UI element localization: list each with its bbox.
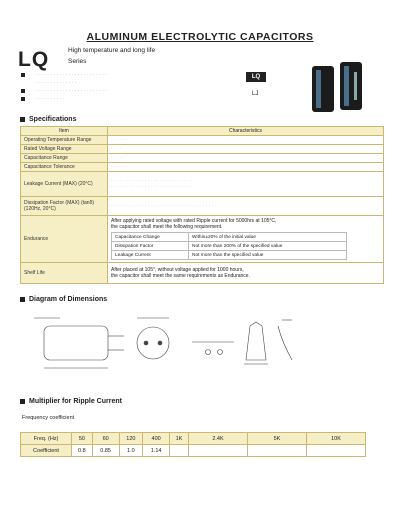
table-row: Endurance After applying rated voltage with rated Ripple current for 5000hrs at 105°C, the capacitor shall meet the following requirement. Capacitance Change Within±20% of the initial value Dissipation Factor Not more than 200% of the specified value Leakage Current Not more than the specified value — [21, 216, 384, 263]
feature-bullet: · · · · · · · · · · · · · · · · · · · · · · · · — [21, 87, 107, 95]
subtitle-line2: Series — [68, 58, 87, 65]
coef-cell: 1.0 — [119, 445, 143, 457]
table-row: Operating Temperature Range · · · · · · — [21, 136, 384, 145]
freq-cell: 1K — [169, 433, 188, 445]
feature-bullet: · · · · · · · · · · · · · · · · · · · · · · · · — [21, 71, 107, 79]
coef-cell — [169, 445, 188, 457]
freq-cell: 400 — [143, 433, 170, 445]
table-row: Capacitance Change Within±20% of the initial value — [112, 233, 347, 242]
feature-list — [21, 71, 107, 103]
ripple-heading: Multiplier for Ripple Current — [20, 398, 122, 405]
series-badge-sub: LJ — [252, 91, 259, 97]
table-row: Capacitance Tolerance · · · · · — [21, 163, 384, 172]
series-badge: LQ — [246, 72, 266, 82]
freq-cell: 50 — [72, 433, 93, 445]
freq-cell: 60 — [92, 433, 119, 445]
specifications-table — [20, 126, 384, 284]
endurance-line2: the capacitor shall meet the following requirement. — [111, 224, 223, 230]
table-row: Dissipation Factor Not more than 200% of the specified value — [112, 242, 347, 251]
ripple-subheading: Frequency coefficient — [22, 415, 75, 421]
table-row: Shelf Life After placed at 105°, without voltage applied for 1000 hours, the capacitor shall meet the same requirements as Endurance. — [21, 263, 384, 284]
table-row: Dissipation Factor (MAX) (tanδ) (120Hz, 20°C) · · · · · · · · · · · · · · · · · · · · · · · · · · · · · · · · · · · — [21, 197, 384, 216]
table-row: Leakage Current Not more than the specified value — [112, 251, 347, 260]
col-item-header: Item — [21, 127, 108, 136]
dimensions-heading: Diagram of Dimensions — [20, 296, 107, 303]
coef-cell — [189, 445, 248, 457]
table-row: Leakage Current (MAX) (20°C) · · · · · · · · · · · · · · · · · · · · · · · · · · · · · · · · · · · · · · · · · · · · · · · · · · · · · · — [21, 172, 384, 197]
coef-label: Coefficient — [21, 445, 72, 457]
freq-label: Freq. (Hz) — [21, 433, 72, 445]
series-subtitle — [68, 45, 155, 67]
col-char-header: Characteristics — [108, 127, 384, 136]
table-row: Capacitance Range · · · · · — [21, 154, 384, 163]
page-title: ALUMINUM ELECTROLYTIC CAPACITORS — [86, 31, 314, 43]
specifications-heading: Specifications — [20, 116, 76, 123]
freq-row — [21, 433, 366, 445]
shelf-line2: the capacitor shall meet the same requirements as Endurance. — [111, 273, 250, 279]
freq-cell: 120 — [119, 433, 143, 445]
coef-cell — [248, 445, 307, 457]
subtitle-line1: High temperature and long life — [68, 47, 156, 54]
feature-bullet: · · · · · · · · · · · · · · — [35, 80, 77, 86]
coef-cell: 0.85 — [92, 445, 119, 457]
ripple-table — [20, 432, 366, 457]
endurance-table — [111, 232, 347, 260]
capacitor-photo — [304, 60, 380, 118]
dimension-diagram — [20, 312, 320, 378]
freq-cell: 5K — [248, 433, 307, 445]
table-row: Rated Voltage Range · · · · — [21, 145, 384, 154]
coef-row — [21, 445, 366, 457]
shelf-line1: After placed at 105°, without voltage applied for 1000 hours, — [111, 267, 244, 273]
coef-cell: 0.8 — [72, 445, 93, 457]
endurance-line1: After applying rated voltage with rated Ripple current for 5000hrs at 105°C, — [111, 218, 277, 224]
freq-cell: 2.4K — [189, 433, 248, 445]
series-code: LQ — [18, 48, 50, 71]
coef-cell: 1.14 — [143, 445, 170, 457]
coef-cell — [307, 445, 366, 457]
feature-bullet: · · · · · · · · · · — [21, 95, 107, 103]
freq-cell: 10K — [307, 433, 366, 445]
